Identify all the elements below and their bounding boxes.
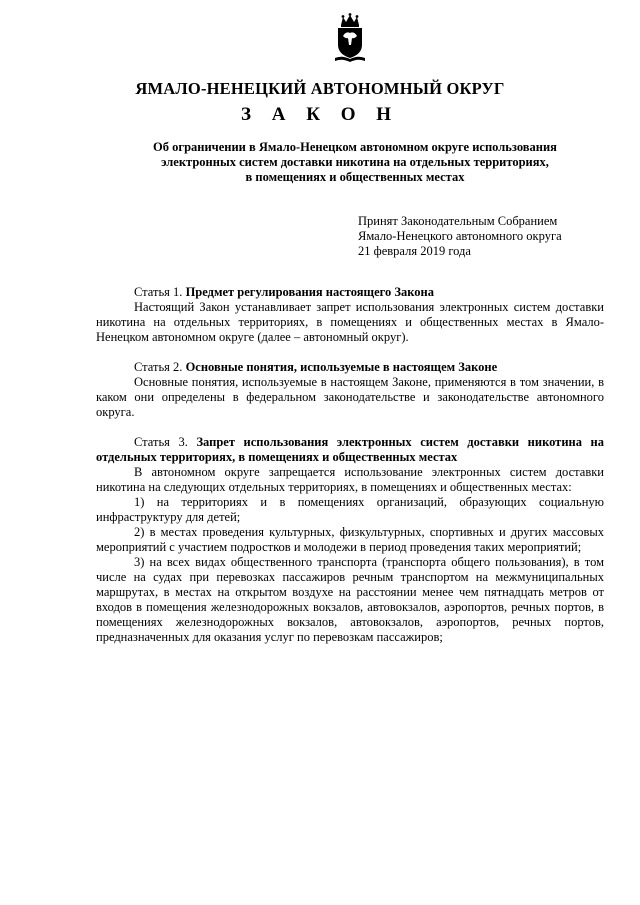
article-paragraph: В автономном округе запрещается использование электронных систем доставки никотина на следующих отдельных территориях, в помещениях и общественных местах: <box>96 465 604 494</box>
law-title-line: в помещениях и общественных местах <box>245 170 465 184</box>
article-title: Основные понятия, используемые в настоящем Законе <box>185 360 498 374</box>
law-body <box>96 285 604 645</box>
article-label: Статья 1. <box>134 285 183 299</box>
adoption-line: Ямало-Ненецкого автономного округа <box>358 229 562 243</box>
article-1 <box>96 285 604 345</box>
article-list-item: 1) на территориях и в помещениях организаций, образующих социальную инфраструктуру для детей; <box>96 495 604 524</box>
adoption-line: Принят Законодательным Собранием <box>358 214 558 228</box>
law-title-line: Об ограничении в Ямало-Ненецком автономном округе использования <box>153 140 557 154</box>
article-heading <box>96 435 604 465</box>
article-list-item: 2) в местах проведения культурных, физкультурных, спортивных и других массовых мероприятий с участием подростков и молодежи в период проведения таких мероприятий; <box>96 525 604 554</box>
article-heading <box>96 360 604 375</box>
article-list-item: 3) на всех видах общественного транспорта (транспорта общего пользования), в том числе на судах при перевозках пассажиров речным транспортом на межмуниципальных маршрутах, в местах на открытом воздухе на расстоянии менее чем пятнадцать метров от входов в помещения железнодорожных вокзалов, автовокзалов, аэропортов, речных портов, в помещениях железнодорожных вокзалов, автовокзалов, аэропортов, речных портов, предназначенных для оказания услуг по перевозкам пассажиров; <box>96 555 604 644</box>
article-paragraph: Настоящий Закон устанавливает запрет использования электронных систем доставки никотина на отдельных территориях, в помещениях и общественных местах в Ямало-Ненецком автономном округе (далее – автономный округ). <box>96 300 604 344</box>
article-title: Предмет регулирования настоящего Закона <box>185 285 434 299</box>
article-2 <box>96 360 604 420</box>
document-type: З А К О Н <box>240 104 400 125</box>
adoption-date: 21 февраля 2019 года <box>358 244 471 258</box>
article-3 <box>96 435 604 645</box>
article-paragraph: Основные понятия, используемые в настоящем Законе, применяются в том значении, в каком они определены в федеральном законодательстве и законодательстве автономного округа. <box>96 375 604 419</box>
article-label: Статья 3. <box>134 435 188 449</box>
law-title <box>100 140 610 185</box>
coat-of-arms-icon <box>330 12 370 64</box>
region-title: ЯМАЛО-НЕНЕЦКИЙ АВТОНОМНЫЙ ОКРУГ <box>135 79 505 98</box>
article-label: Статья 2. <box>134 360 183 374</box>
law-title-line: электронных систем доставки никотина на отдельных территориях, <box>161 155 549 169</box>
article-heading <box>96 285 604 300</box>
article-title: Запрет использования электронных систем доставки никотина на отдельных территориях, в помещениях и общественных местах <box>96 435 604 464</box>
adoption-block <box>358 214 628 259</box>
